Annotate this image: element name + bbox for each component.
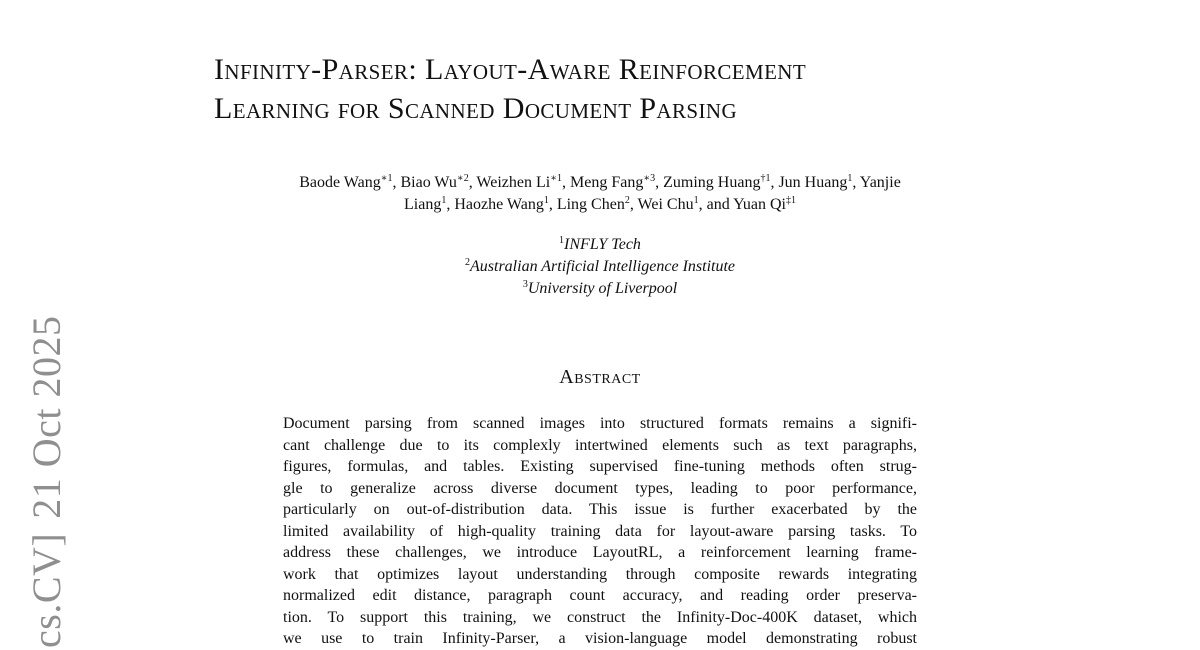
affiliation: $^3$University of Liverpool xyxy=(522,279,678,297)
author-name: Biao Wu xyxy=(400,174,457,191)
author-affiliation-mark: ‡1 xyxy=(786,195,796,206)
author-affiliation-mark: ∗3 xyxy=(643,173,656,184)
author-affiliation-mark: †1 xyxy=(760,173,771,184)
abstract-heading: Abstract xyxy=(559,366,641,388)
affiliation: $^2$Australian Artificial Intelligence Institute xyxy=(465,257,735,275)
author-affiliation-mark: 1 xyxy=(847,173,853,184)
author-affiliation-mark: 1 xyxy=(693,195,699,206)
abstract-line: address these challenges, we introduce LayoutRL, a reinforcement learning frame- xyxy=(283,544,917,561)
abstract-line: limited availability of high-quality training data for layout-aware parsing tasks. To xyxy=(283,522,917,540)
author-name: Yuan Qi xyxy=(733,196,786,213)
author-name: Baode Wang xyxy=(299,174,381,191)
abstract-line: normalized edit distance, paragraph count accuracy, and reading order preserva- xyxy=(283,587,917,604)
abstract-line: work that optimizes layout understanding through composite rewards integrating xyxy=(283,565,917,583)
author-name: Weizhen Li xyxy=(476,174,551,191)
arxiv-date: 21 Oct 2025 xyxy=(24,315,69,519)
title-line-2: Learning for Scanned Document Parsing xyxy=(214,92,738,125)
author-affiliation-mark: 1 xyxy=(543,195,549,206)
abstract-line: Document parsing from scanned images into structured formats remains a signifi- xyxy=(283,415,917,432)
abstract-line: particularly on out-of-distribution data. This issue is further exacerbated by the xyxy=(283,501,917,518)
author-name: Wei Chu xyxy=(637,196,694,213)
author-affiliation-mark: 1 xyxy=(441,195,447,206)
author-list: Baode Wang$^{∗1}$, Biao $Wu^{∗2}$, Weizhen $Li^{∗1}$, Meng Fang$^{∗3}$, Zuming Huang$^{\dagger 1}$, Jun Huang$^1$, Yanjie Liang$^1$, Haozhe Wang$^1$, Ling Chen$^2$, Wei Chu$^1$, and Yuan Qi$^{\ddagger 1}$ xyxy=(299,173,901,213)
author-name: Haozhe Wang xyxy=(454,196,544,213)
author-affiliation-mark: ∗1 xyxy=(380,173,393,184)
abstract-line: we use to train Infinity-Parser, a vision-language model demonstrating robust xyxy=(283,630,917,647)
abstract-line: cant challenge due to its complexly intertwined elements such as text paragraphs, xyxy=(283,436,917,454)
abstract-line: gle to generalize across diverse document types, leading to poor performance, xyxy=(283,479,917,497)
author-name: Zuming Huang xyxy=(663,174,761,191)
author-name: Jun Huang xyxy=(778,174,848,191)
author-affiliation-mark: ∗2 xyxy=(456,173,469,184)
author-affiliation-mark: 2 xyxy=(624,195,630,206)
affiliation-list xyxy=(300,234,900,300)
title-line-1: Infinity-Parser: Layout-Aware Reinforcement xyxy=(214,53,807,86)
abstract-line: tion. To support this training, we construct the Infinity-Doc-400K dataset, which xyxy=(283,608,917,626)
arxiv-category: cs.CV] xyxy=(24,532,69,648)
abstract-line: figures, formulas, and tables. Existing supervised fine-tuning methods often strug- xyxy=(283,458,917,475)
author-name: Yanjie xyxy=(859,174,901,191)
author-name: Ling Chen xyxy=(556,196,625,213)
paper-title xyxy=(214,50,1034,128)
author-name: Meng Fang xyxy=(570,174,644,191)
author-name: Liang xyxy=(404,196,442,213)
affiliation: $^1$INFLY Tech xyxy=(559,235,641,253)
arxiv-stamp xyxy=(22,316,72,648)
author-affiliation-mark: ∗1 xyxy=(550,173,562,184)
abstract-body xyxy=(283,413,917,650)
